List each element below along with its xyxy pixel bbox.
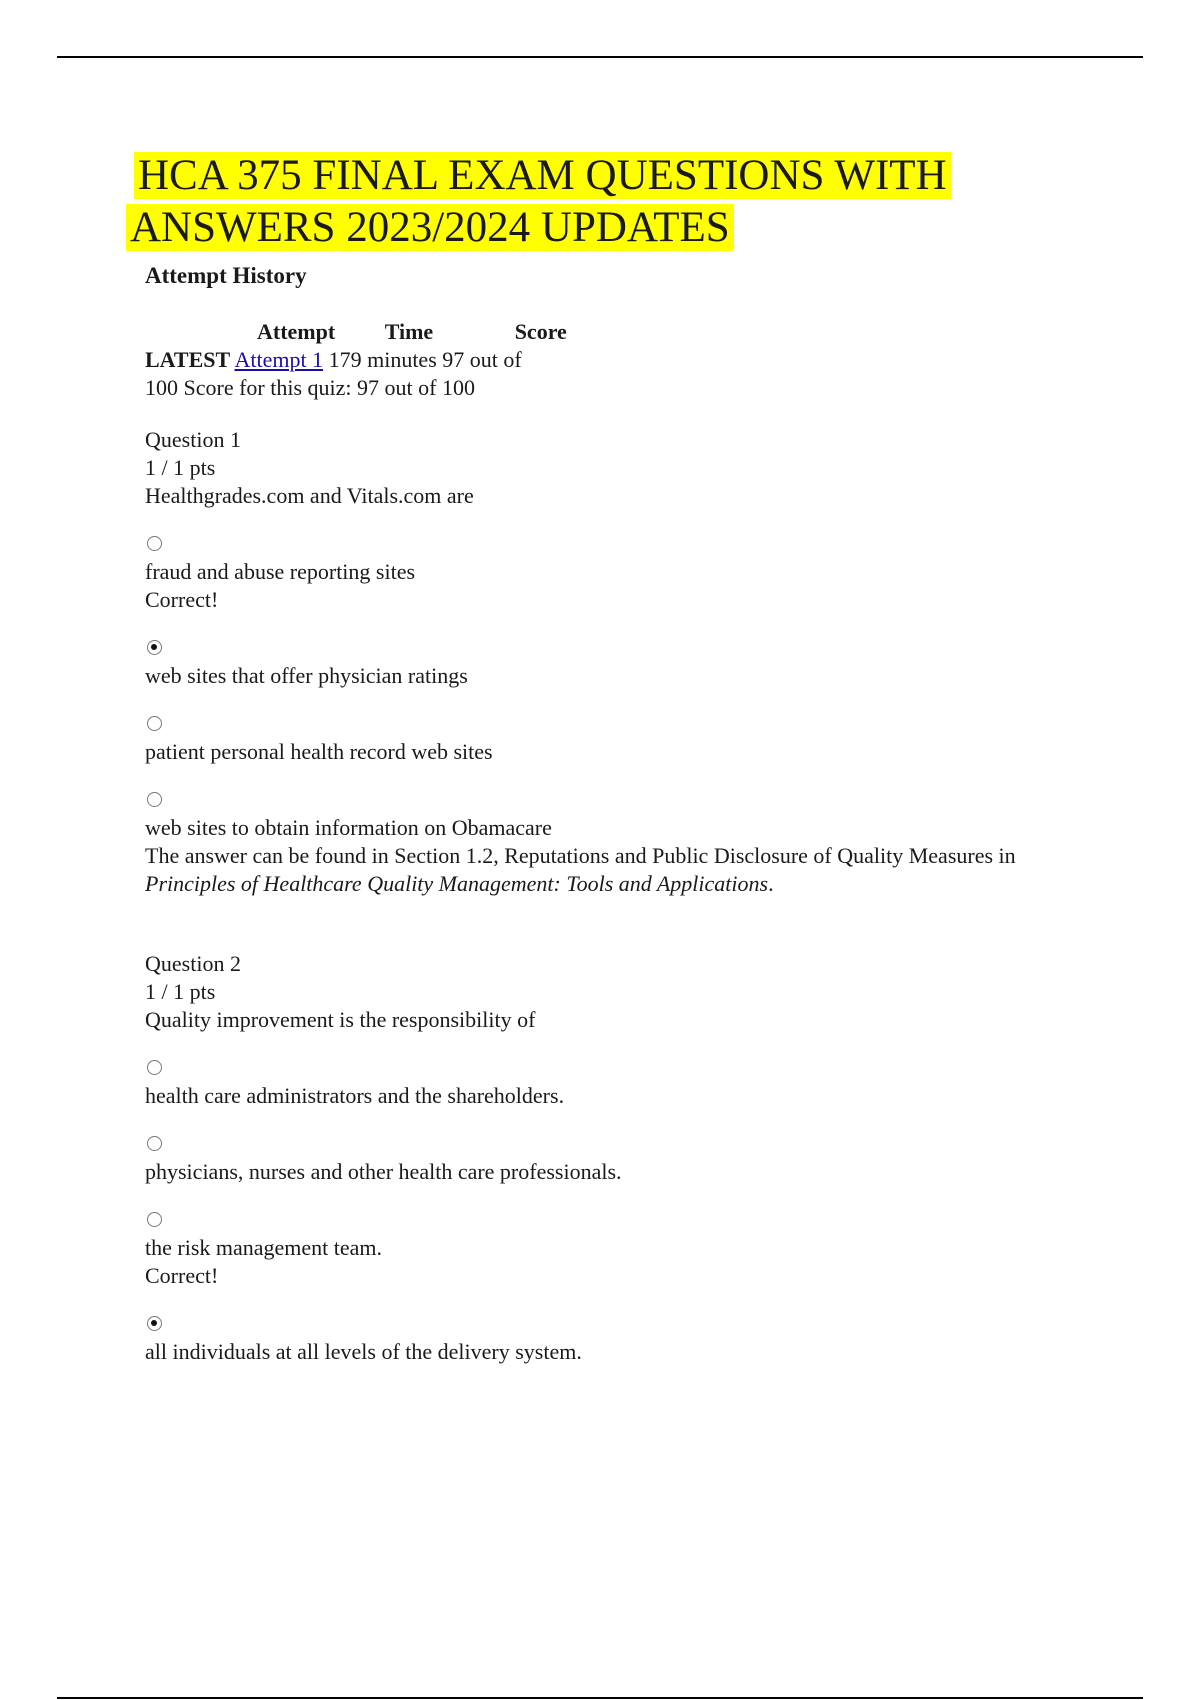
question-1 — [145, 426, 1105, 898]
bottom-rule — [57, 1697, 1143, 1699]
col-score: Score — [514, 319, 567, 344]
radio-unselected-icon[interactable] — [147, 792, 162, 807]
question-2 — [145, 950, 1105, 1366]
attempt-history-header — [145, 318, 1105, 346]
explanation-book-title: Principles of Healthcare Quality Management: Tools and Applications — [145, 871, 769, 896]
title-line-2: ANSWERS 2023/2024 UPDATES — [126, 204, 734, 251]
radio-selected-icon[interactable] — [147, 640, 162, 655]
question-prompt: Healthgrades.com and Vitals.com are — [145, 483, 474, 508]
top-rule — [57, 56, 1143, 58]
attempt-summary-2: 100 Score for this quiz: 97 out of 100 — [145, 375, 475, 400]
radio-unselected-icon[interactable] — [147, 1060, 162, 1075]
answer-option: all individuals at all levels of the delivery system. — [145, 1339, 582, 1364]
answer-explanation — [145, 842, 1105, 898]
radio-unselected-icon[interactable] — [147, 536, 162, 551]
radio-unselected-icon[interactable] — [147, 1136, 162, 1151]
page-title — [130, 150, 1014, 254]
latest-label: LATEST — [145, 347, 231, 372]
question-points: 1 / 1 pts — [145, 455, 216, 480]
question-prompt: Quality improvement is the responsibility of — [145, 1007, 536, 1032]
title-line-1: HCA 375 FINAL EXAM QUESTIONS WITH — [134, 152, 951, 199]
correct-label: Correct! — [145, 587, 219, 612]
answer-option: web sites that offer physician ratings — [145, 663, 468, 688]
question-points: 1 / 1 pts — [145, 979, 216, 1004]
answer-option: the risk management team. — [145, 1235, 383, 1260]
col-attempt: Attempt — [257, 319, 336, 344]
attempt-1-link[interactable]: Attempt 1 — [234, 347, 324, 372]
attempt-summary-1: 179 minutes 97 out of — [323, 347, 522, 372]
answer-option: health care administrators and the shareholders. — [145, 1083, 565, 1108]
answer-option: fraud and abuse reporting sites — [145, 559, 416, 584]
attempt-history-heading: Attempt History — [145, 263, 307, 288]
question-number: Question 1 — [145, 427, 241, 452]
document-body — [145, 262, 1105, 1366]
correct-label: Correct! — [145, 1263, 219, 1288]
radio-unselected-icon[interactable] — [147, 716, 162, 731]
explanation-text: The answer can be found in Section 1.2, Reputations and Public Disclosure of Quality Measures in — [145, 843, 1016, 868]
explanation-end: . — [768, 871, 774, 896]
answer-option: patient personal health record web sites — [145, 739, 493, 764]
answer-option: physicians, nurses and other health care professionals. — [145, 1159, 622, 1184]
radio-unselected-icon[interactable] — [147, 1212, 162, 1227]
col-time: Time — [384, 319, 434, 344]
question-number: Question 2 — [145, 951, 241, 976]
answer-option: web sites to obtain information on Obamacare — [145, 815, 552, 840]
radio-selected-icon[interactable] — [147, 1316, 162, 1331]
attempt-row — [145, 346, 1105, 374]
